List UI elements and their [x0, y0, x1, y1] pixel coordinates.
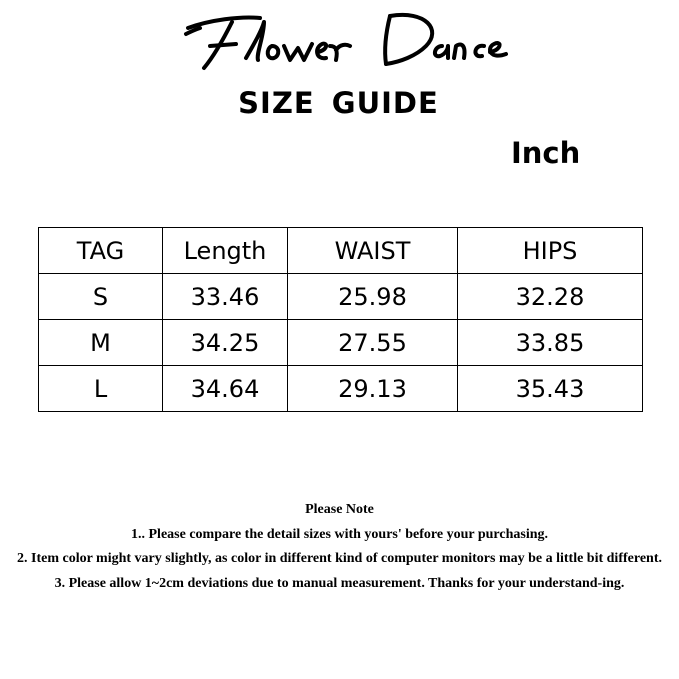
size-tag-cell: L	[39, 366, 163, 412]
notes-heading: Please Note	[305, 502, 374, 517]
table-row	[39, 366, 643, 412]
page-title: SIZE GUIDE	[238, 86, 439, 120]
table-row	[39, 274, 643, 320]
column-header-waist: WAIST	[288, 228, 458, 274]
length-cell: 34.25	[163, 320, 288, 366]
waist-cell: 27.55	[288, 320, 458, 366]
handwritten-script-logo-icon	[180, 2, 525, 78]
note-line-3: 3. Please allow 1~2cm deviations due to manual measurement. Thanks for your understand-ing.	[54, 575, 625, 591]
table-row	[39, 320, 643, 366]
length-cell: 33.46	[163, 274, 288, 320]
waist-cell: 25.98	[288, 274, 458, 320]
column-header-hips: HIPS	[458, 228, 643, 274]
size-tag-cell: S	[39, 274, 163, 320]
hips-cell: 33.85	[458, 320, 643, 366]
note-line-1: 1.. Please compare the detail sizes with yours' before your purchasing.	[131, 526, 548, 542]
unit-label: Inch	[511, 136, 581, 170]
hips-cell: 32.28	[458, 274, 643, 320]
note-line-2: 2. Item color might vary slightly, as color in different kind of computer monitors may be a little bit different.	[17, 551, 662, 566]
hips-cell: 35.43	[458, 366, 643, 412]
waist-cell: 29.13	[288, 366, 458, 412]
length-cell: 34.64	[163, 366, 288, 412]
size-tag-cell: M	[39, 320, 163, 366]
table-header-row	[39, 228, 643, 274]
notes-section	[0, 498, 679, 596]
size-table	[38, 227, 643, 412]
column-header-tag: TAG	[39, 228, 163, 274]
column-header-length: Length	[163, 228, 288, 274]
brand-logo	[180, 2, 525, 78]
